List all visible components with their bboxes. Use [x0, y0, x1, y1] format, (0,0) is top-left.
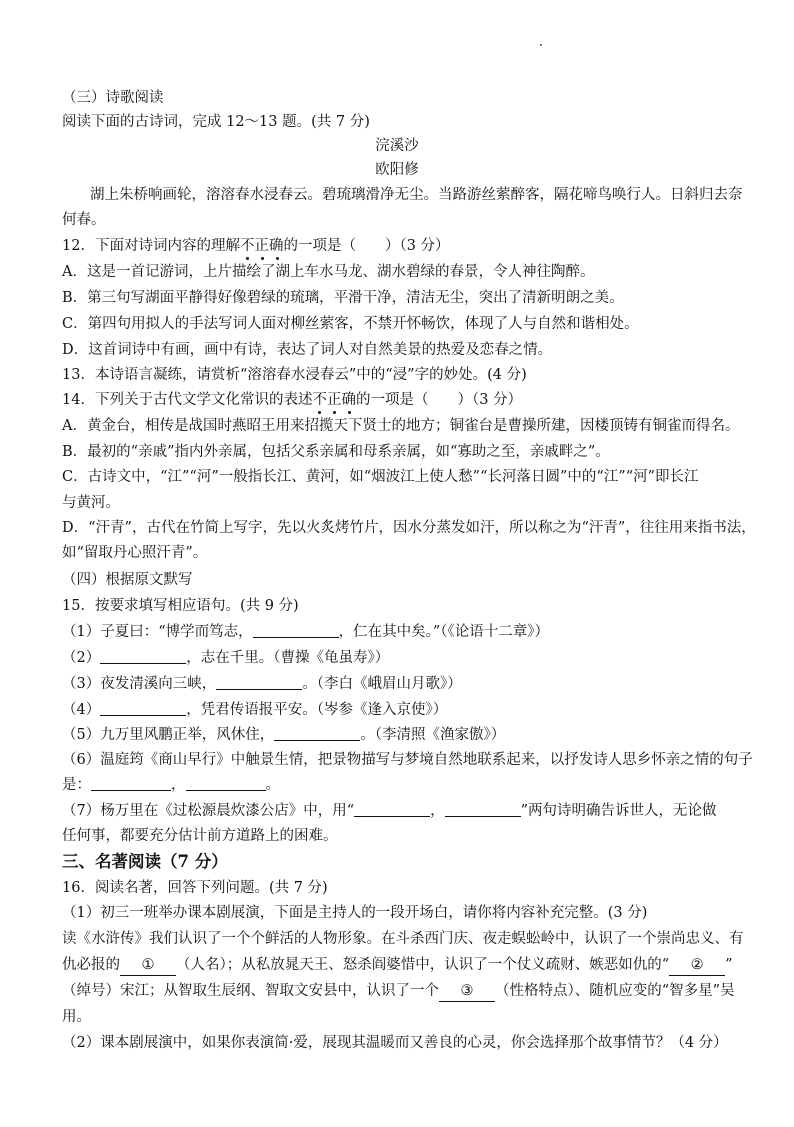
- q15-item-7-c: ”两句诗明确告诉世人，无论做: [520, 803, 717, 819]
- answer-blank[interactable]: [100, 648, 186, 664]
- answer-blank[interactable]: [445, 801, 521, 817]
- q15-item-3-a: （3）夜发清溪向三峡，: [62, 676, 217, 692]
- q14-stem: [62, 390, 738, 410]
- poem-line-2: 何春。: [62, 212, 106, 228]
- q12-emphasis-text: 不正确: [239, 238, 284, 254]
- q15-item-6-b: 是：: [62, 777, 91, 793]
- q15-item-4-a: （4）: [62, 702, 101, 718]
- poetry-intro: 阅读下面的古诗词，完成 12～13 题。(共 7 分): [62, 114, 370, 130]
- q14-option-c-line-2: 与黄河。: [62, 495, 120, 511]
- emphasis-dot: [261, 257, 264, 260]
- q15-stem: 15．按要求填写相应语句。(共 9 分): [62, 598, 299, 614]
- q12-stem-b: 的一项是（ ）（3 分）: [283, 238, 450, 254]
- emphasis-dot: [246, 257, 249, 260]
- q15-item-2-a: （2）: [62, 650, 101, 666]
- q15-item-4-b: ，凭君传语报平安。（岑参《逢入京使》）: [186, 702, 448, 718]
- q16-passage-line-4: 用。: [62, 1009, 91, 1025]
- q15-item-7-line-2: 任何事，都要充分估计前方道路上的困难。: [62, 828, 338, 844]
- q16-part-2: （2）课本剧展演中，如果你表演简·爱，展现其温暖而又善良的心灵，你会选择那个故事情节？（4 分）: [62, 1035, 728, 1051]
- poem-author: 欧阳修: [375, 162, 419, 178]
- q16-passage-a: 仇必报的: [62, 957, 120, 973]
- q15-item-5-b: 。（李清照《渔家傲》）: [360, 727, 506, 743]
- q15-item-1-a: （1）子夏曰：“博学而笃志，: [62, 624, 253, 640]
- section-heading-masterpiece: 三、名著阅读（7 分）: [62, 852, 228, 871]
- q14-stem-a: 14．下列关于古代文学文化常识的表述: [62, 392, 313, 408]
- q14-stem-b: 的一项是（ ）（3 分）: [355, 392, 523, 408]
- answer-blank[interactable]: [91, 775, 171, 791]
- q12-stem: [62, 236, 738, 256]
- q14-option-d-line-1: D．“汗青”，古代在竹简上写字，先以火炙烤竹片，因水分蒸发如汗，所以称之为“汗青”，往往用来指书法，: [62, 520, 756, 536]
- q15-item-5: [62, 725, 738, 745]
- q15-item-6-c: ，: [171, 777, 186, 793]
- q15-item-6-line-2: [62, 775, 738, 795]
- q12-option-b: B．第三句写湖面平静得好像碧绿的琉璃，平滑干净，清洁无尘，突出了清新明朗之美。: [62, 290, 624, 306]
- q15-item-1-b: ，仁在其中矣。”（《论语十二章》）: [338, 624, 550, 640]
- scan-speck: [540, 44, 542, 46]
- q16-passage-line-2: [62, 955, 738, 976]
- q12-option-d: D．这首词诗中有画，画中有诗，表达了词人对自然美景的热爱及恋春之情。: [62, 342, 553, 358]
- poem-line-1: 湖上朱桥响画轮，溶溶春水浸春云。碧琉璃滑净无尘。当路游丝萦醉客，隔花啼鸟唤行人。日斜归去奈: [90, 187, 743, 203]
- answer-blank[interactable]: [186, 775, 266, 791]
- answer-blank-2[interactable]: ②: [669, 955, 725, 976]
- answer-blank[interactable]: [253, 622, 339, 638]
- answer-blank[interactable]: [354, 801, 430, 817]
- q15-item-4: [62, 700, 738, 720]
- q15-item-6-d: 。: [265, 777, 280, 793]
- answer-blank-1[interactable]: ①: [120, 955, 176, 976]
- q14-option-b: B．最初的“亲戚”指内外亲属，包括父系亲属和母系亲属，如“寡助之至，亲戚畔之”。: [62, 444, 610, 460]
- section-heading-poetry: （三）诗歌阅读: [62, 90, 164, 106]
- q12-option-a: A．这是一首记游词，上片描绘了湖上车水马龙、湖水碧绿的春景，令人神往陶醉。: [62, 264, 595, 280]
- q15-item-6-line-1: （6）温庭筠《商山早行》中触景生情，把景物描写与梦境自然地联系起来，以抒发诗人思乡怀亲之情的句子: [62, 752, 753, 768]
- q16-stem: 16．阅读名著，回答下列问题。(共 7 分): [62, 880, 328, 896]
- q13-stem: 13．本诗语言凝练，请赏析“溶溶春水浸春云”中的“浸”字的妙处。(4 分): [62, 367, 527, 383]
- q15-item-3-b: 。（李白《峨眉山月歌》）: [302, 676, 462, 692]
- emphasis-dot: [333, 411, 336, 414]
- q15-item-7-b: ，: [430, 803, 445, 819]
- poem-title: 浣溪沙: [375, 138, 419, 154]
- q16-passage-c: ”: [725, 957, 733, 973]
- emphasis-dot: [318, 411, 321, 414]
- q16-passage-line-3: [62, 981, 738, 1002]
- q12-stem-a: 12．下面对诗词内容的理解: [62, 238, 240, 254]
- q15-item-7-a: （7）杨万里在《过松源晨炊漆公店》中，用“: [62, 803, 355, 819]
- q12-option-c: C．第四句用拟人的手法写词人面对柳丝萦客，不禁开怀畅饮，体现了人与自然和谐相处。: [62, 316, 639, 332]
- q12-emphasis: [240, 236, 284, 256]
- answer-blank[interactable]: [100, 700, 186, 716]
- q16-part-1: （1）初三一班举办课本剧展演，下面是主持人的一段开场白，请你将内容补充完整。(3 分): [62, 905, 648, 921]
- q14-option-c-line-1: C．古诗文中，“江”“河”一般指长江、黄河，如“烟波江上使人愁”“长河落日圆”中的“江”“河”即长江: [62, 469, 699, 485]
- section-heading-recitation: （四）根据原文默写: [62, 572, 193, 588]
- q15-item-2: [62, 648, 738, 668]
- q15-item-1: [62, 622, 738, 642]
- q16-passage-b: （人名）；从私放晁天王、怒杀阎婆惜中，认识了一个仗义疏财、嫉恶如仇的“: [176, 957, 670, 973]
- emphasis-dot: [276, 257, 279, 260]
- q14-emphasis: [312, 390, 356, 410]
- answer-blank[interactable]: [274, 725, 360, 741]
- answer-blank[interactable]: [216, 674, 302, 690]
- q15-item-2-b: ，志在千里。（曹操《龟虽寿》）: [186, 650, 390, 666]
- emphasis-dot: [348, 411, 351, 414]
- q16-passage-line-1: 读《水浒传》我们认识了一个个鲜活的人物形象。在斗杀西门庆、夜走蜈蚣岭中，认识了一个崇尚忠义、有: [62, 931, 744, 947]
- answer-blank-3[interactable]: ③: [439, 981, 495, 1002]
- q15-item-3: [62, 674, 738, 694]
- q16-passage-d: （绰号）宋江；从智取生辰纲、智取文安县中，认识了一个: [62, 983, 439, 999]
- q16-passage-e: （性格特点）、随机应变的“智多星”吴: [495, 983, 735, 999]
- q15-item-5-a: （5）九万里风鹏正举，风休住，: [62, 727, 275, 743]
- q14-option-a: A．黄金台，相传是战国时燕昭王用来招揽天下贤士的地方；铜雀台是曹操所建，因楼顶铸有铜雀而得名。: [62, 418, 740, 434]
- q14-emphasis-text: 不正确: [312, 392, 356, 408]
- q15-item-7-line-1: [62, 801, 738, 821]
- q14-option-d-line-2: 如“留取丹心照汗青”。: [62, 545, 208, 561]
